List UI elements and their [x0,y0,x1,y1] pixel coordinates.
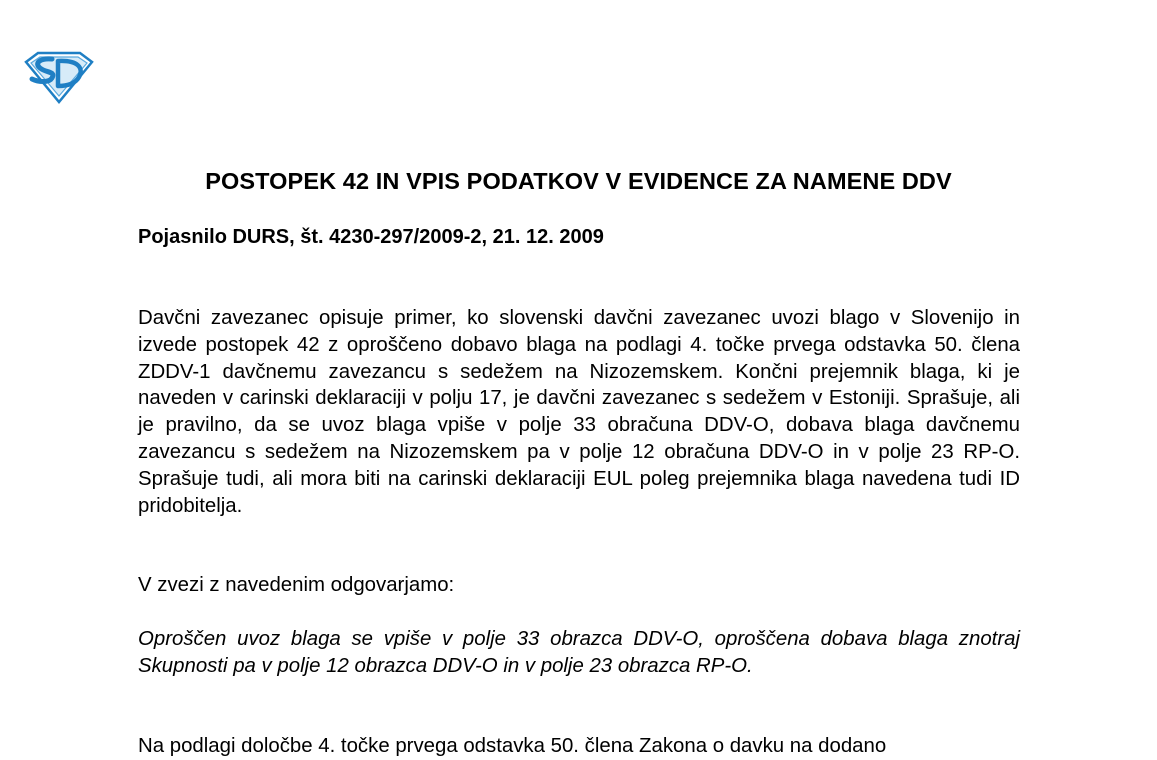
legal-basis-paragraph: Na podlagi določbe 4. točke prvega odstavka 50. člena Zakona o davku na dodano [138,735,887,757]
document-subtitle: Pojasnilo DURS, št. 4230-297/2009-2, 21. 12. 2009 [138,226,604,248]
question-paragraph: Davčni zavezanec opisuje primer, ko slovenski davčni zavezanec uvozi blago v Slovenijo in izvede postopek 42 z oproščeno dobavo blaga na podlagi 4. točke prvega odstavka 50. člena ZDDV-1 davčnemu zavezancu s sedežem na Nizozemskem. Končni prejemnik blaga, ki je naveden v carinski deklaraciji v polju 17, je davčni zavezanec s sedežem v Estoniji. Sprašuje, ali je pravilno, da se uvoz blaga vpiše v polje 33 obračuna DDV-O, dobava blaga davčnemu zavezancu s sedežem na Nizozemskem pa v polje 12 obračuna DDV-O in v polje 23 RP-O. Sprašuje tudi, ali mora biti na carinski deklaraciji EUL poleg prejemnika blaga navedena tudi ID pridobitelja. [138,307,1020,517]
document-title: POSTOPEK 42 IN VPIS PODATKOV V EVIDENCE ZA NAMENE DDV [205,168,952,194]
answer-intro-paragraph: V zvezi z navedenim odgovarjamo: [138,574,455,596]
sd-shield-logo-icon [22,50,96,104]
answer-paragraph: Oproščen uvoz blaga se vpiše v polje 33 obrazca DDV-O, oproščena dobava blaga znotraj Skupnosti pa v polje 12 obrazca DDV-O in v polje 23 obrazca RP-O. [138,628,1020,677]
sd-logo [22,50,96,104]
